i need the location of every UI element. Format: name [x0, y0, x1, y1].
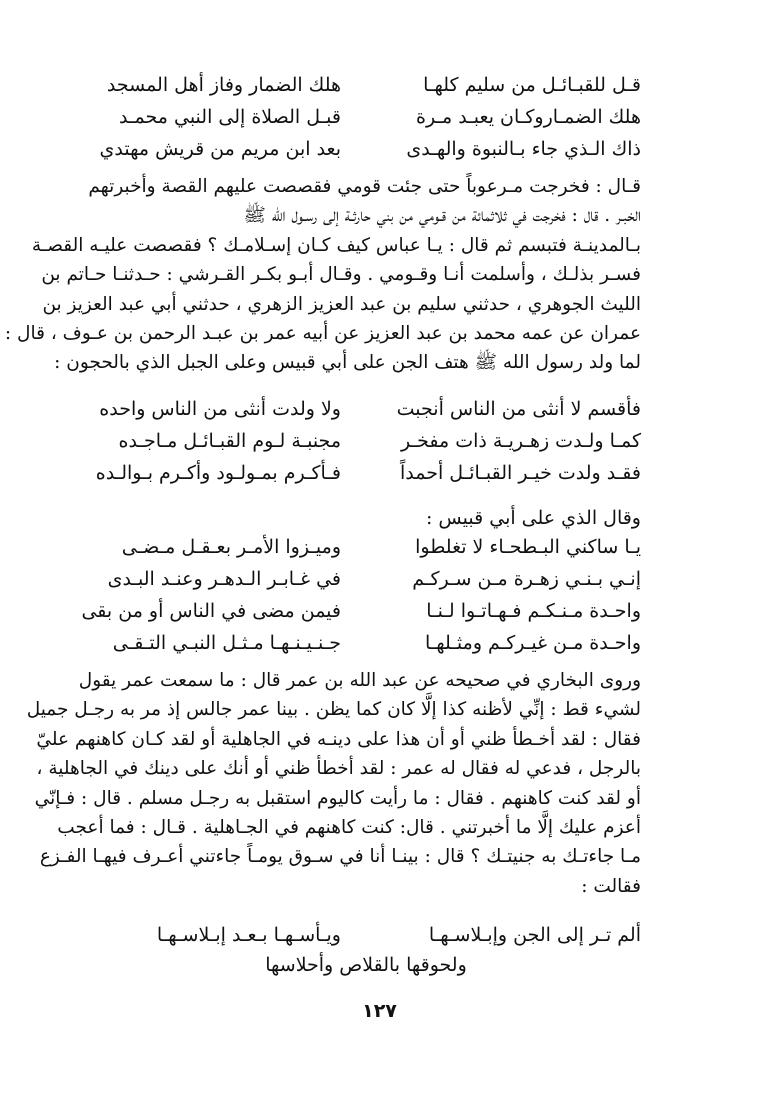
verse-line [91, 430, 641, 460]
paragraph-line: أو لقد كنت كاهنهم . فقال : ما رأيت كاليوم استقبل به رجـل مسلم . قال : فـإنّي [34, 787, 641, 809]
paragraph-line: عمران عن عمه محمد بن عبد العزيز عن أبيه عمر بن عبـد الرحمن بن عـوف ، قال : [4, 322, 641, 344]
verse-second-hemistich: جـنـيـنـهـا مـثـل النبـي التـقـى [112, 632, 341, 654]
verse-line [91, 568, 641, 598]
verse-first-hemistich: قـل للقبـائـل من سليم كلهـا [423, 74, 641, 96]
paragraph-line: لما ولد رسول الله ﷺ هتف الجن على أبي قبيس وعلى الجبل الذي بالحجون : [54, 352, 641, 374]
verse-line [91, 398, 641, 428]
paragraph-line: وروى البخاري في صحيحه عن عبد الله بن عمر قال : ما سمعت عمر يقول [78, 670, 641, 691]
paragraph-line: قـال : فخرجت مـرعوباً حتى جئت قومي فقصصت عليهم القصة وأخبرتهم [88, 176, 641, 197]
paragraph-line: الليث الجوهري ، حدثني سليم بن عبد العزيز الزهري ، حدثني أبي عبد العزيز بن [42, 293, 641, 315]
verse-first-hemistich: يـا ساكني البـطحـاء لا تغلطوا [415, 536, 641, 558]
verse-first-hemistich: إنـي بـنـي زهـرة مـن سـركـم [412, 568, 641, 590]
verse-first-hemistich: كمـا ولـدت زهـريـة ذات مفخـر [401, 430, 641, 452]
verse-line [91, 924, 641, 954]
verse-line [91, 138, 641, 168]
paragraph-line: بالرجل ، فدعي له فقال له عمر : لقد أخطأ ظني أو أنك على دينك في الجاهلية ، [36, 758, 641, 780]
verse-second-hemistich: فيمن مضى في الناس أو من بقى [81, 600, 341, 622]
verse-second-hemistich: ويـأسـهـا بـعـد إبـلاسـهـا [156, 924, 341, 946]
paragraph-line: أعزم عليك إلَّا ما أخبرتني . قال: كنت كاهنهم في الجـاهلية . قـال : فما أعجب [57, 816, 641, 838]
verse-line [91, 632, 641, 662]
verse-line [91, 74, 641, 104]
paragraph-line: لشيء قط : إنِّي لأظنه كذا إلَّا كان كما يظن . بينا عمر جالس إذ مر به رجـل جميل [26, 699, 641, 721]
verse-second-hemistich: هلك الضمار وفاز أهل المسجد [106, 74, 341, 96]
verse-second-hemistich: بعد ابن مريم من قريش مهتدي [99, 138, 341, 160]
verse-first-hemistich: هلك الضمـاروكـان يعبـد مـرة [416, 106, 641, 128]
verse-first-hemistich: ألم تـر إلى الجن وإبـلاسـهـا [428, 924, 641, 946]
verse-first-hemistich: فقـد ولدت خيـر القبـائـل أحمداً [399, 462, 641, 484]
verse-line [91, 462, 641, 492]
paragraph-line: الخبـر . قال : فخرجت في ثلاثمائة من قـومي من بني حارثـة إلى رسـول الله ﷺ [243, 205, 641, 227]
verse-second-hemistich: مجنبـة لـوم القبـائـل مـاجـده [118, 430, 341, 452]
paragraph-2 [26, 666, 641, 901]
paragraph-1 [4, 172, 641, 378]
paragraph-line: فقالت : [581, 875, 641, 897]
paragraph-line: فسـر بذلـك ، وأسلمت أنـا وقـومي . وقـال أبـو بكـر القـرشي : حـدثنـا حـاتم بن [41, 264, 641, 286]
verse-line [91, 536, 641, 566]
verse-line [91, 954, 641, 984]
paragraph-line: مـا جاءتـك به جنيتـك ؟ قال : بينـا أنا في سـوق يومـاً جاءتني أعـرف فيهـا الفـزع [39, 846, 641, 868]
verse-second-hemistich: وميـزوا الأمـر بعـقـل مـضـى [121, 536, 341, 558]
verse-continuation: ولحوقها بالقلاص وأحلاسها [265, 954, 467, 976]
verse-line [81, 600, 641, 630]
verse-second-hemistich: ولا ولدت أنثى من الناس واحده [99, 398, 341, 420]
paragraph-line: بـالمدينـة فتبسم ثم قال : يـا عباس كيف كـان إسـلامـك ؟ فقصصت عليـه القصـة [31, 234, 641, 256]
verse-second-hemistich: قبـل الصلاة إلى النبي محمـد [118, 106, 341, 128]
verse-first-hemistich: واحـدة مـنـكـم فـهـاتـوا لـنـا [426, 600, 641, 622]
verse-first-hemistich: فأقسم لا أنثى من الناس أنجبت [396, 398, 641, 420]
verse-second-hemistich: في غـابـر الـدهـر وعنـد البـدى [107, 568, 341, 590]
verse-introduction: وقال الذي على أبي قبيس : [425, 507, 641, 529]
verse-first-hemistich: ذاك الـذي جاء بـالنبوة والهـدى [406, 138, 641, 160]
verse-second-hemistich: فـأكـرم بمـولـود وأكـرم بـوالـده [95, 462, 341, 484]
page-number: ١٢٧ [362, 1000, 397, 1022]
verse-line [91, 106, 641, 136]
paragraph-line: فقال : لقد أخـطأ ظني أو أن هذا على دينـه في الجاهلية أو لقد كـان كاهنهم عليّ [36, 728, 641, 750]
verse-first-hemistich: واحـدة مـن غيـركـم ومثـلهـا [424, 632, 641, 654]
